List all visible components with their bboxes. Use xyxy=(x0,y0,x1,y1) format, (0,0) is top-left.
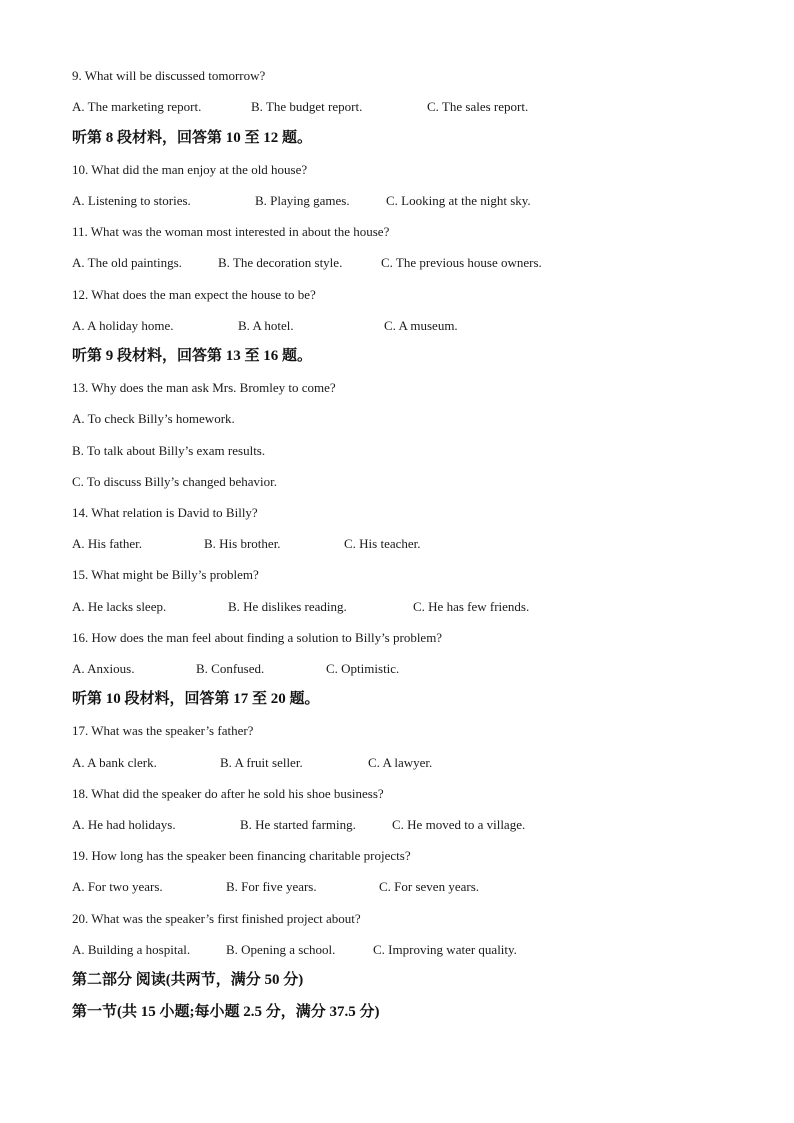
question-14: 14. What relation is David to Billy? xyxy=(72,505,258,520)
option-18a: A. He had holidays. xyxy=(72,817,176,832)
option-20b: B. Opening a school. xyxy=(226,942,336,957)
option-19b: B. For five years. xyxy=(226,879,317,894)
question-18: 18. What did the speaker do after he sold his shoe business? xyxy=(72,786,384,801)
question-19: 19. How long has the speaker been financing charitable projects? xyxy=(72,848,411,863)
option-11a: A. The old paintings. xyxy=(72,255,182,270)
option-11b: B. The decoration style. xyxy=(218,255,343,270)
question-10: 10. What did the man enjoy at the old house? xyxy=(72,162,308,177)
option-10c: C. Looking at the night sky. xyxy=(386,193,531,208)
option-19a: A. For two years. xyxy=(72,879,163,894)
option-15b: B. He dislikes reading. xyxy=(228,599,347,614)
option-13a: A. To check Billy’s homework. xyxy=(72,411,235,426)
question-12: 12. What does the man expect the house to be? xyxy=(72,287,316,302)
question-13: 13. Why does the man ask Mrs. Bromley to come? xyxy=(72,380,336,395)
option-16c: C. Optimistic. xyxy=(326,661,400,676)
option-9a: A. The marketing report. xyxy=(72,99,202,114)
option-16a: A. Anxious. xyxy=(72,661,135,676)
question-15: 15. What might be Billy’s problem? xyxy=(72,567,259,582)
option-12c: C. A museum. xyxy=(384,318,458,333)
option-16b: B. Confused. xyxy=(196,661,265,676)
option-12b: B. A hotel. xyxy=(238,318,294,333)
section-heading-9: 听第 9 段材料，回答第 13 至 16 题。 xyxy=(72,348,313,364)
part-two-heading: 第二部分 阅读(共两节，满分 50 分) xyxy=(72,972,304,988)
question-17: 17. What was the speaker’s father? xyxy=(72,723,254,738)
option-14a: A. His father. xyxy=(72,536,143,551)
option-10b: B. Playing games. xyxy=(255,193,350,208)
option-17c: C. A lawyer. xyxy=(368,755,433,770)
option-18b: B. He started farming. xyxy=(240,817,356,832)
section-heading-8: 听第 8 段材料，回答第 10 至 12 题。 xyxy=(72,130,313,146)
option-17a: A. A bank clerk. xyxy=(72,755,157,770)
option-17b: B. A fruit seller. xyxy=(220,755,303,770)
option-10a: A. Listening to stories. xyxy=(72,193,191,208)
option-9b: B. The budget report. xyxy=(251,99,363,114)
option-14c: C. His teacher. xyxy=(344,536,421,551)
option-15a: A. He lacks sleep. xyxy=(72,599,167,614)
option-11c: C. The previous house owners. xyxy=(381,255,542,270)
option-20a: A. Building a hospital. xyxy=(72,942,191,957)
option-9c: C. The sales report. xyxy=(427,99,529,114)
option-19c: C. For seven years. xyxy=(379,879,480,894)
question-16: 16. How does the man feel about finding a solution to Billy’s problem? xyxy=(72,630,443,645)
option-13b: B. To talk about Billy’s exam results. xyxy=(72,443,266,458)
section-heading-10: 听第 10 段材料，回答第 17 至 20 题。 xyxy=(72,691,320,707)
option-20c: C. Improving water quality. xyxy=(373,942,517,957)
option-15c: C. He has few friends. xyxy=(413,599,530,614)
section-one-heading: 第一节(共 15 小题;每小题 2.5 分，满分 37.5 分) xyxy=(72,1004,380,1020)
option-18c: C. He moved to a village. xyxy=(392,817,526,832)
option-12a: A. A holiday home. xyxy=(72,318,174,333)
question-9: 9. What will be discussed tomorrow? xyxy=(72,68,266,83)
question-20: 20. What was the speaker’s first finished project about? xyxy=(72,911,361,926)
option-13c: C. To discuss Billy’s changed behavior. xyxy=(72,474,278,489)
option-14b: B. His brother. xyxy=(204,536,281,551)
question-11: 11. What was the woman most interested in about the house? xyxy=(72,224,390,239)
